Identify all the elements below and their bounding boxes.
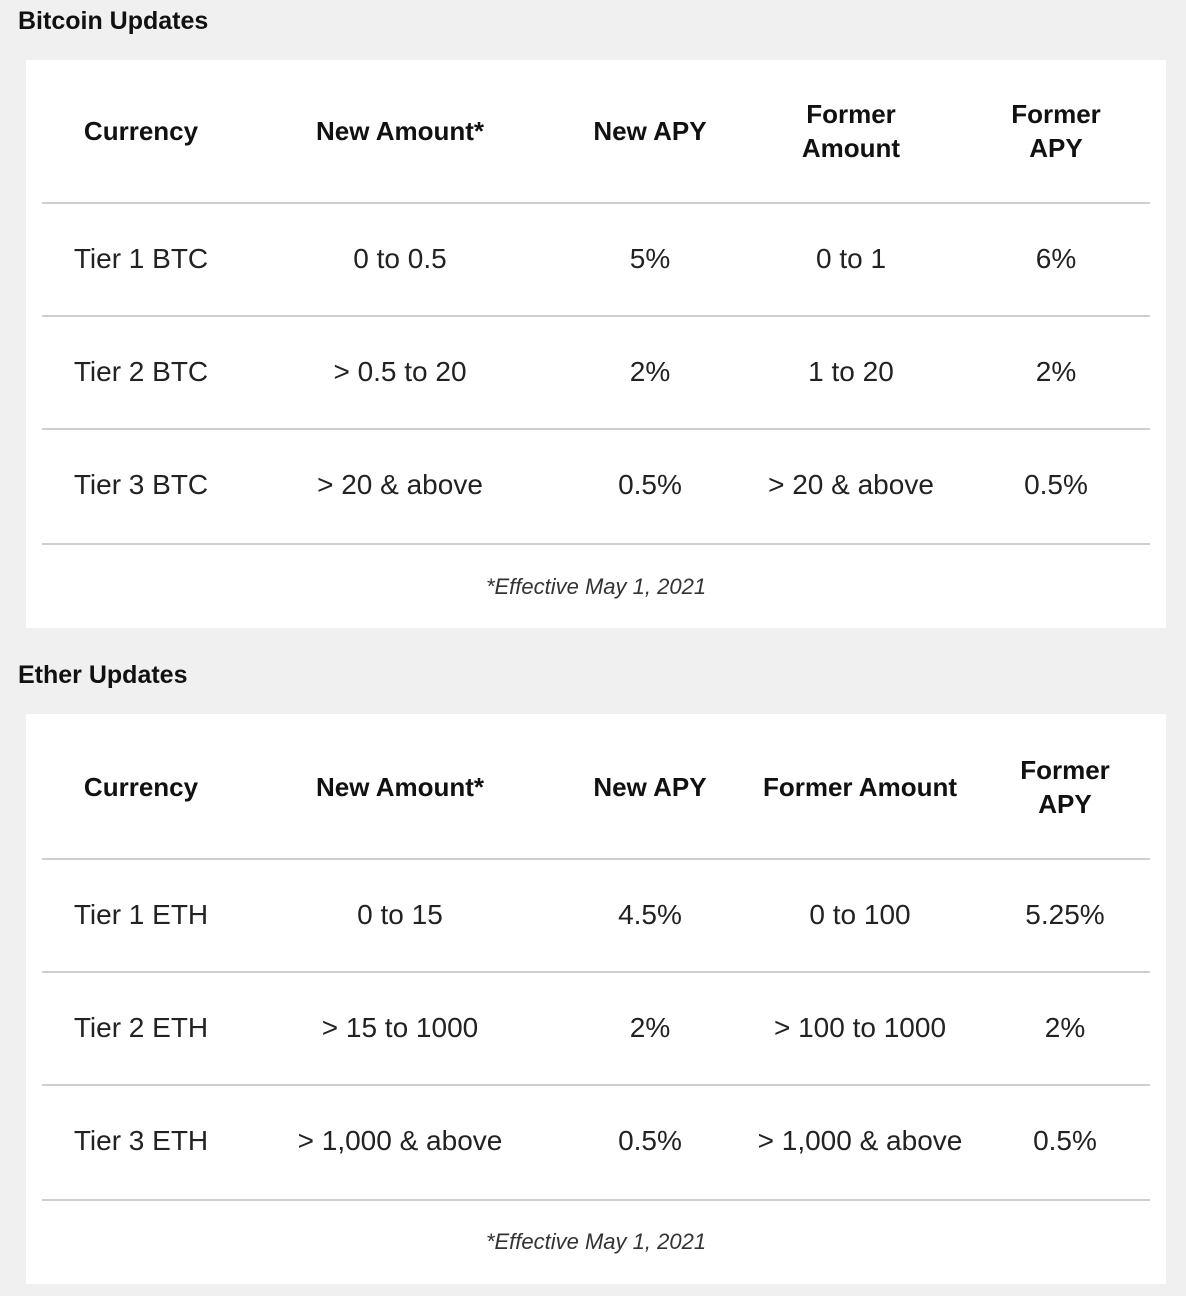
header-former-apy: Former APY bbox=[1020, 755, 1110, 819]
cell-currency: Tier 2 ETH bbox=[73, 1011, 209, 1043]
header-currency: Currency bbox=[83, 772, 199, 802]
cell-new-amount: > 1,000 & above bbox=[297, 1124, 503, 1156]
section-title-bitcoin: Bitcoin Updates bbox=[18, 7, 209, 35]
cell-former-apy: 0.5% bbox=[1024, 468, 1088, 500]
cell-former-apy: 2% bbox=[1044, 1011, 1086, 1043]
cell-former-apy: 0.5% bbox=[1033, 1124, 1097, 1156]
cell-new-amount: > 15 to 1000 bbox=[321, 1011, 479, 1043]
cell-new-apy: 2% bbox=[629, 1011, 671, 1043]
cell-former-apy: 6% bbox=[1035, 242, 1077, 274]
header-former-apy: Former APY bbox=[1011, 99, 1101, 163]
bitcoin-rates-card bbox=[26, 60, 1166, 628]
footnote: *Effective May 1, 2021 bbox=[485, 1229, 707, 1254]
table-row bbox=[42, 428, 1150, 541]
cell-new-apy: 5% bbox=[629, 242, 671, 274]
cell-currency: Tier 3 BTC bbox=[73, 468, 209, 500]
header-former-amount: Former Amount bbox=[801, 99, 901, 163]
cell-currency: Tier 2 BTC bbox=[73, 355, 209, 387]
footnote: *Effective May 1, 2021 bbox=[485, 574, 707, 599]
cell-former-apy: 2% bbox=[1035, 355, 1077, 387]
table-divider bbox=[42, 543, 1150, 545]
header-former-amount: Former Amount bbox=[762, 772, 958, 802]
cell-currency: Tier 1 BTC bbox=[73, 242, 209, 274]
table-row bbox=[42, 1084, 1150, 1197]
cell-former-amount: 1 to 20 bbox=[808, 355, 894, 387]
cell-former-amount: > 100 to 1000 bbox=[773, 1011, 947, 1043]
section-title-ether: Ether Updates bbox=[18, 661, 188, 689]
table-row bbox=[42, 971, 1150, 1084]
header-currency: Currency bbox=[83, 116, 199, 146]
cell-new-apy: 0.5% bbox=[618, 1124, 682, 1156]
cell-former-amount: > 1,000 & above bbox=[757, 1124, 963, 1156]
ether-rates-card bbox=[26, 714, 1166, 1284]
table-header-row bbox=[42, 716, 1150, 858]
cell-former-amount: > 20 & above bbox=[768, 468, 934, 500]
table-divider bbox=[42, 1199, 1150, 1201]
header-new-amount: New Amount* bbox=[315, 772, 485, 802]
ether-rates-table bbox=[42, 716, 1150, 1197]
cell-former-apy: 5.25% bbox=[1025, 898, 1105, 930]
table-header-row bbox=[42, 60, 1150, 202]
cell-currency: Tier 3 ETH bbox=[73, 1124, 209, 1156]
header-new-apy: New APY bbox=[593, 116, 707, 146]
cell-new-apy: 2% bbox=[629, 355, 671, 387]
cell-new-amount: 0 to 0.5 bbox=[353, 242, 447, 274]
cell-currency: Tier 1 ETH bbox=[73, 898, 209, 930]
table-row bbox=[42, 315, 1150, 428]
table-row bbox=[42, 202, 1150, 315]
cell-former-amount: 0 to 1 bbox=[815, 242, 887, 274]
cell-new-amount: > 20 & above bbox=[317, 468, 483, 500]
cell-new-apy: 4.5% bbox=[618, 898, 682, 930]
header-new-apy: New APY bbox=[593, 772, 707, 802]
cell-new-apy: 0.5% bbox=[618, 468, 682, 500]
bitcoin-rates-table bbox=[42, 60, 1150, 541]
table-row bbox=[42, 858, 1150, 971]
cell-former-amount: 0 to 100 bbox=[809, 898, 911, 930]
cell-new-amount: 0 to 15 bbox=[357, 898, 443, 930]
header-new-amount: New Amount* bbox=[315, 116, 485, 146]
cell-new-amount: > 0.5 to 20 bbox=[333, 355, 467, 387]
